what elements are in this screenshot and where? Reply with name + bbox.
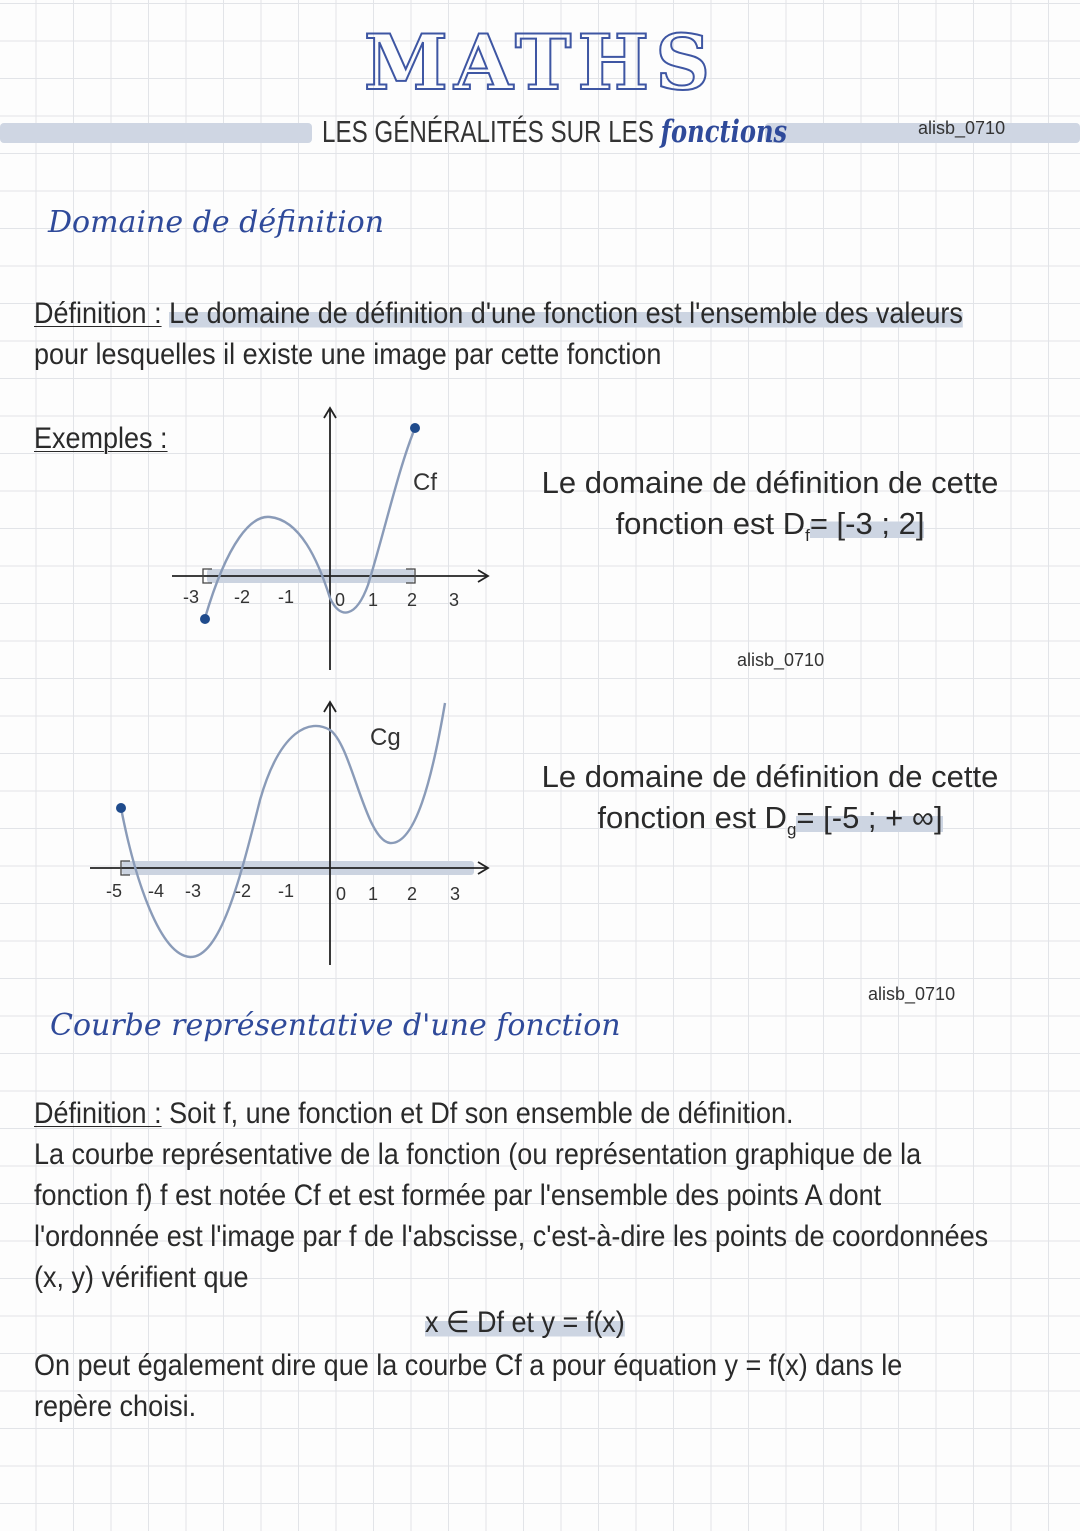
tick-label: 2	[407, 884, 418, 904]
definition-2-line-1: Définition : Soit f, une fonction et Df son ensemble de définition.	[34, 1097, 794, 1130]
tick-label: -1	[278, 881, 295, 901]
watermark: alisb_0710	[737, 650, 825, 670]
graph-cf	[160, 400, 500, 675]
page-subtitle	[322, 114, 787, 150]
tick-label: -4	[148, 881, 165, 901]
tick-label: -2	[234, 587, 251, 607]
examples-label: Exemples :	[34, 422, 168, 455]
definition-2-line-2: La courbe représentative de la fonction (ou représentation graphique de la	[34, 1138, 922, 1171]
tick-label: 1	[368, 884, 379, 904]
definition-2-line-5: (x, y) vérifient que	[34, 1261, 249, 1294]
example-1-line-1: Le domaine de définition de cette	[541, 465, 999, 500]
tick-label: 3	[449, 590, 460, 610]
tick-label: -1	[278, 587, 295, 607]
curve-label-f: Cf	[413, 469, 437, 496]
subtitle-main: LES GÉNÉRALITÉS SUR LES	[322, 114, 654, 149]
definition-2-line-7: repère choisi.	[34, 1390, 197, 1423]
example-2-line-2: fonction est $D_g= [-5$ ; + ∞]	[597, 800, 943, 840]
definition-label: Définition :	[34, 297, 162, 330]
section-heading-curve: Courbe représentative d'une fonction	[50, 1008, 621, 1043]
curve-label-g: Cg	[370, 724, 401, 751]
definition-1-line-1	[34, 293, 963, 334]
formula: x ∈ Df et y = f(x)	[425, 1306, 625, 1339]
subtitle-accent: fonctions	[660, 114, 788, 150]
tick-label: -5	[106, 881, 123, 901]
author-handle: alisb_0710	[918, 118, 1006, 138]
definition-2-line-4: l'ordonnée est l'image par f de l'abscisse, c'est-à-dire les points de coordonnées	[34, 1220, 989, 1253]
definition-text: Le domaine de définition d'une fonction est l'ensemble des valeurs	[169, 297, 963, 330]
title-band-left	[0, 123, 312, 143]
tick-label: 2	[407, 590, 418, 610]
graph-cg	[90, 690, 500, 975]
example-1-line-2: fonction est $D_f= [-3$ ; 2]	[615, 506, 925, 546]
tick-label: -3	[183, 587, 200, 607]
endpoint-f-left	[200, 614, 210, 624]
endpoint-f-right	[410, 423, 420, 433]
definition-2-line-6: On peut également dire que la courbe Cf a pour équation y = f(x) dans le	[34, 1349, 903, 1382]
tick-label: 0	[335, 590, 346, 610]
page-title: MATHS	[363, 18, 717, 107]
tick-label: 0	[336, 884, 347, 904]
tick-label: -3	[185, 881, 202, 901]
definition-2-line-3: fonction f) f est notée Cf et est formée par l'ensemble des points A dont	[34, 1179, 882, 1212]
tick-label: 3	[450, 884, 461, 904]
tick-label: -2	[235, 881, 252, 901]
watermark: alisb_0710	[868, 984, 956, 1004]
tick-label: 1	[368, 590, 379, 610]
definition-1-line-2: pour lesquelles il existe une image par cette fonction	[34, 338, 662, 371]
endpoint-g-left	[116, 803, 126, 813]
example-2-line-1: Le domaine de définition de cette	[541, 759, 999, 794]
section-heading-domain: Domaine de définition	[48, 205, 385, 240]
